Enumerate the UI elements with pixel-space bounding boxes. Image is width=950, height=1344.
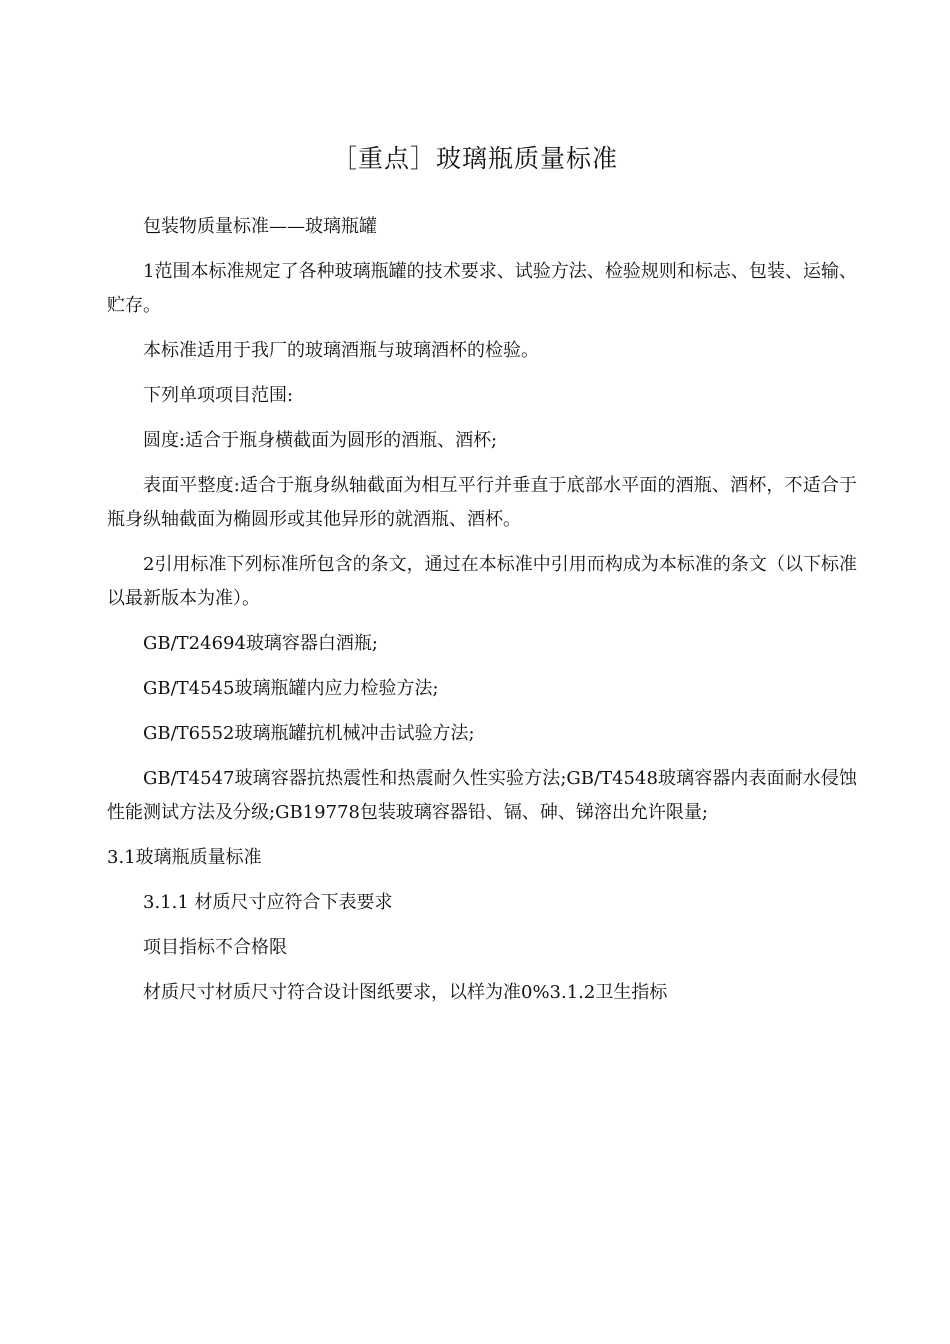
paragraph-packaging-standard: 包装物质量标准——玻璃瓶罐 [143, 216, 377, 237]
paragraph-standard-gbt24694: GB/T24694玻璃容器白酒瓶; [143, 633, 379, 654]
document-body [107, 210, 857, 1021]
paragraph-standard-gbt4545: GB/T4545玻璃瓶罐内应力检验方法; [143, 678, 439, 699]
paragraph-applicability: 本标准适用于我厂的玻璃酒瓶与玻璃酒杯的检验。 [143, 340, 539, 361]
paragraph-table-header: 项目指标不合格限 [143, 937, 287, 958]
paragraph-scope: 1范围本标准规定了各种玻璃瓶罐的技术要求、试验方法、检验规则和标志、包装、运输、贮存。 [107, 261, 857, 316]
paragraph-section-3-1: 3.1玻璃瓶质量标准 [107, 847, 262, 868]
paragraph-reference-standards: 2引用标准下列标准所包含的条文，通过在本标准中引用而构成为本标准的条文（以下标准以最新版本为准）。 [107, 554, 857, 609]
paragraph-standard-gbt6552: GB/T6552玻璃瓶罐抗机械冲击试验方法; [143, 723, 475, 744]
paragraph-item-scope: 下列单项项目范围: [143, 385, 294, 406]
paragraph-flatness: 表面平整度:适合于瓶身纵轴截面为相互平行并垂直于底部水平面的酒瓶、酒杯，不适合于瓶身纵轴截面为椭圆形或其他异形的就酒瓶、酒杯。 [107, 475, 857, 530]
paragraph-standard-gbt4547: GB/T4547玻璃容器抗热震性和热震耐久性实验方法;GB/T4548玻璃容器内表面耐水侵蚀性能测试方法及分级;GB19778包装玻璃容器铅、镉、砷、锑溶出允许限量; [107, 768, 857, 823]
paragraph-roundness: 圆度:适合于瓶身横截面为圆形的酒瓶、酒杯; [143, 430, 498, 451]
paragraph-section-3-1-1: 3.1.1 材质尺寸应符合下表要求 [143, 892, 393, 913]
document-title: ［重点］玻璃瓶质量标准 [331, 144, 618, 173]
paragraph-material-size: 材质尺寸材质尺寸符合设计图纸要求，以样为准0%3.1.2卫生指标 [143, 982, 668, 1003]
